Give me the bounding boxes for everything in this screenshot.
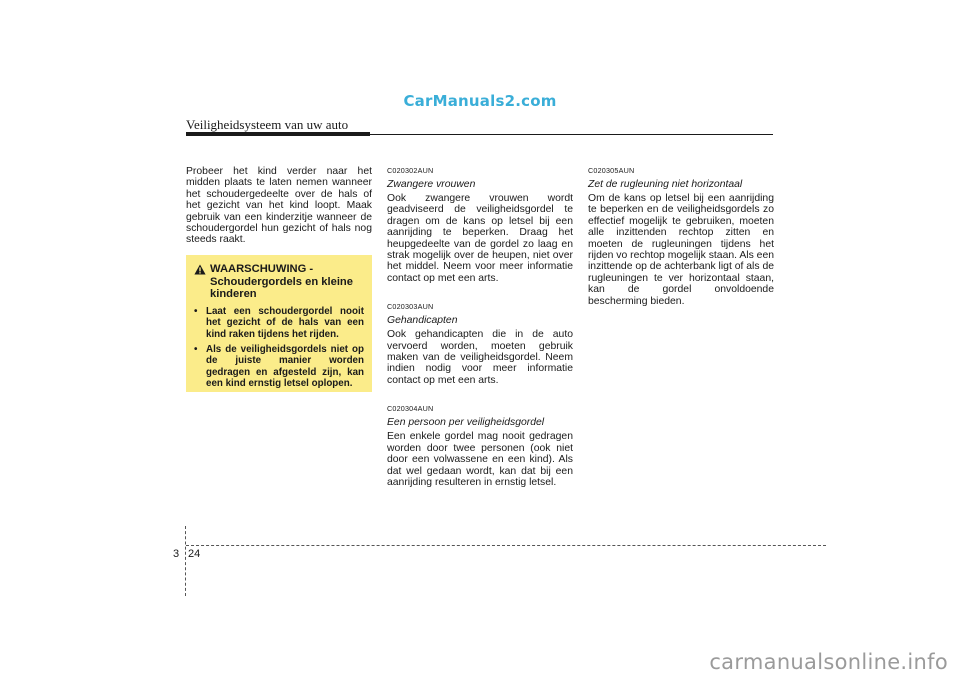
section-body: Ook gehandicapten die in de auto vervoerd worden, moeten gebruik maken van de veiligheidsgordel. Neem indien nodig voor meer informatie contact op met een arts. [387,329,573,386]
warning-heading [194,263,364,301]
section-code: C020302AUN [387,166,434,175]
watermark-carmanualsonline[interactable]: carmanualsonline.info [709,650,948,674]
footer-divider [186,545,826,546]
chapter-number: 3 [173,548,180,560]
intro-paragraph: Probeer het kind verder naar het midden plaats te laten nemen wanneer het schoudergedeelte over de hals of het gezicht van het kind loopt. Maak gebruik van een kinderzitje wanneer de schoudergordel hun gezicht of hals nog steeds raakt. [186,166,372,246]
section-code: C020304AUN [387,404,434,414]
warning-triangle-icon [194,264,206,275]
column-3 [588,166,774,307]
section-code: C020303AUN [387,302,434,312]
page-number: 24 [188,548,201,560]
footer-vertical-divider [185,526,186,596]
warning-box [186,255,372,392]
warning-title: WAARSCHUWING - Schoudergordels en kleine kinderen [210,263,353,301]
warning-item: • Laat een schoudergordel nooit het gezicht of de hals van een kind raken tijdens het rijden. [194,306,364,341]
section-gehandicapten [387,302,573,386]
section-een-persoon [387,404,573,488]
section-body: Om de kans op letsel bij een aanrijding te beperken en de veiligheidsgordels zo effectief mogelijk te gebruiken, moeten alle inzittenden rechtop zitten en moeten de rugleuningen tijdens het rijden vo rechtop mogelijk staan. Als een inzittende op de achterbank ligt of als de rugleuningen te ver horizontaal staan, kan de gordel onvoldoende bescherming bieden. [588,193,775,307]
section-heading: Zet de rugleuning niet horizontaal [588,179,743,190]
header-rule-thick [186,132,370,136]
watermark-carmanuals2[interactable]: CarManuals2.com [403,92,557,110]
warning-list [194,306,364,390]
warning-item: • Als de veiligheidsgordels niet op de juiste manier worden gedragen en afgesteld zijn, kan een kind ernstig letsel oplopen. [194,344,364,390]
section-code: C020305AUN [588,166,635,175]
header-rule-thin [370,134,773,135]
column-2 [387,166,573,488]
section-heading: Gehandicapten [387,315,458,327]
section-title: Veiligheidsysteem van uw auto [186,117,349,132]
section-zwangere-vrouwen [387,166,573,284]
section-heading: Zwangere vrouwen [387,179,476,190]
section-body: Ook zwangere vrouwen wordt geadviseerd de veiligheidsgordel te dragen om de kans op letsel bij een aanrijding te beperken. Draag het heupgedeelte van de gordel zo laag en strak mogelijk over de heupen, niet over het middel. Neem voor meer informatie contact op met een arts. [387,193,573,284]
section-body: Een enkele gordel mag nooit gedragen worden door twee personen (ook niet door een volwassene en een kind). Als dat wel gedaan wordt, kan dat bij een aanrijding resulteren in ernstig letsel. [387,431,573,488]
section-heading: Een persoon per veiligheidsgordel [387,417,545,429]
column-1 [186,166,372,246]
